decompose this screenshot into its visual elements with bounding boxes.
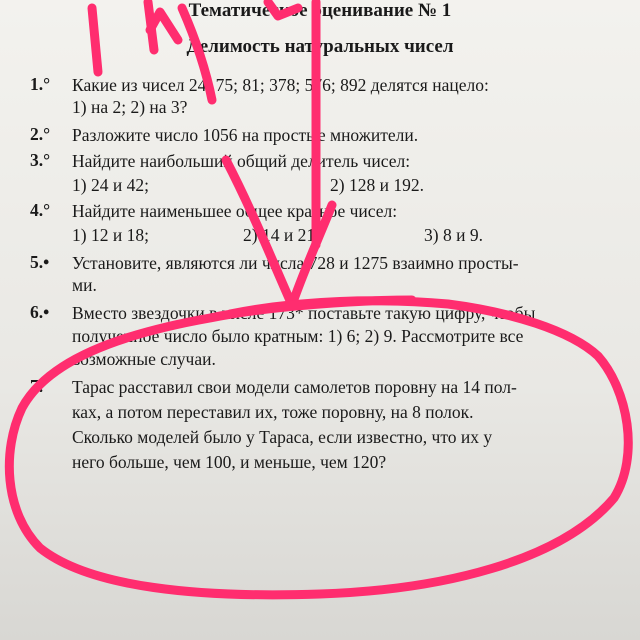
task-4-text: Найдите наименьшее общее кратное чисел: [72,201,398,221]
task-4-part-b: 2) 14 и 21; [243,225,320,245]
task-5-text-line2: ми. [72,275,97,295]
task-4-number: 4.° [30,200,51,220]
task-7-text-line4: него больше, чем 100, и меньше, чем 120? [72,452,387,472]
task-7-text: Тарас расставил свои модели самолетов поровну на 14 пол- [72,377,517,397]
task-1-text: Какие из чисел 24; 75; 81; 378; 576; 892 делятся нацело: [72,75,489,95]
task-4-part-a: 1) 12 и 18; [72,225,149,245]
task-1-number: 1.° [30,74,51,94]
task-3-part-b: 2) 128 и 192. [330,175,424,195]
task-3-part-a: 1) 24 и 42; [72,175,149,195]
task-6-text: Вместо звездочки в числе 173* поставьте такую цифру, чтобы [72,303,536,323]
task-1-text-line2: 1) на 2; 2) на 3? [72,97,188,117]
task-3-number: 3.° [30,150,51,170]
task-6-text-line2: полученное число было кратным: 1) 6; 2) 9. Рассмотрите все [72,326,524,346]
task-6-number: 6.• [30,302,50,322]
page-subtitle: Делимость натуральных чисел [186,36,454,57]
task-6-text-line3: возможные случаи. [72,349,216,369]
task-7-number: 7. [30,376,44,396]
task-4-part-c: 3) 8 и 9. [424,225,483,245]
task-2-text: Разложите число 1056 на простые множители. [72,125,419,145]
task-3-text: Найдите наибольший общий делитель чисел: [72,151,411,171]
page-title: Тематическое оценивание № 1 [188,0,452,21]
task-7-text-line3: Сколько моделей было у Тараса, если известно, что их у [72,427,493,447]
task-5-number: 5.• [30,252,50,272]
task-7-text-line2: ках, а потом переставил их, тоже поровну, на 8 полок. [72,402,474,422]
task-5-text: Установите, являются ли числа 728 и 1275 взаимно просты- [72,253,519,273]
task-2-number: 2.° [30,124,51,144]
